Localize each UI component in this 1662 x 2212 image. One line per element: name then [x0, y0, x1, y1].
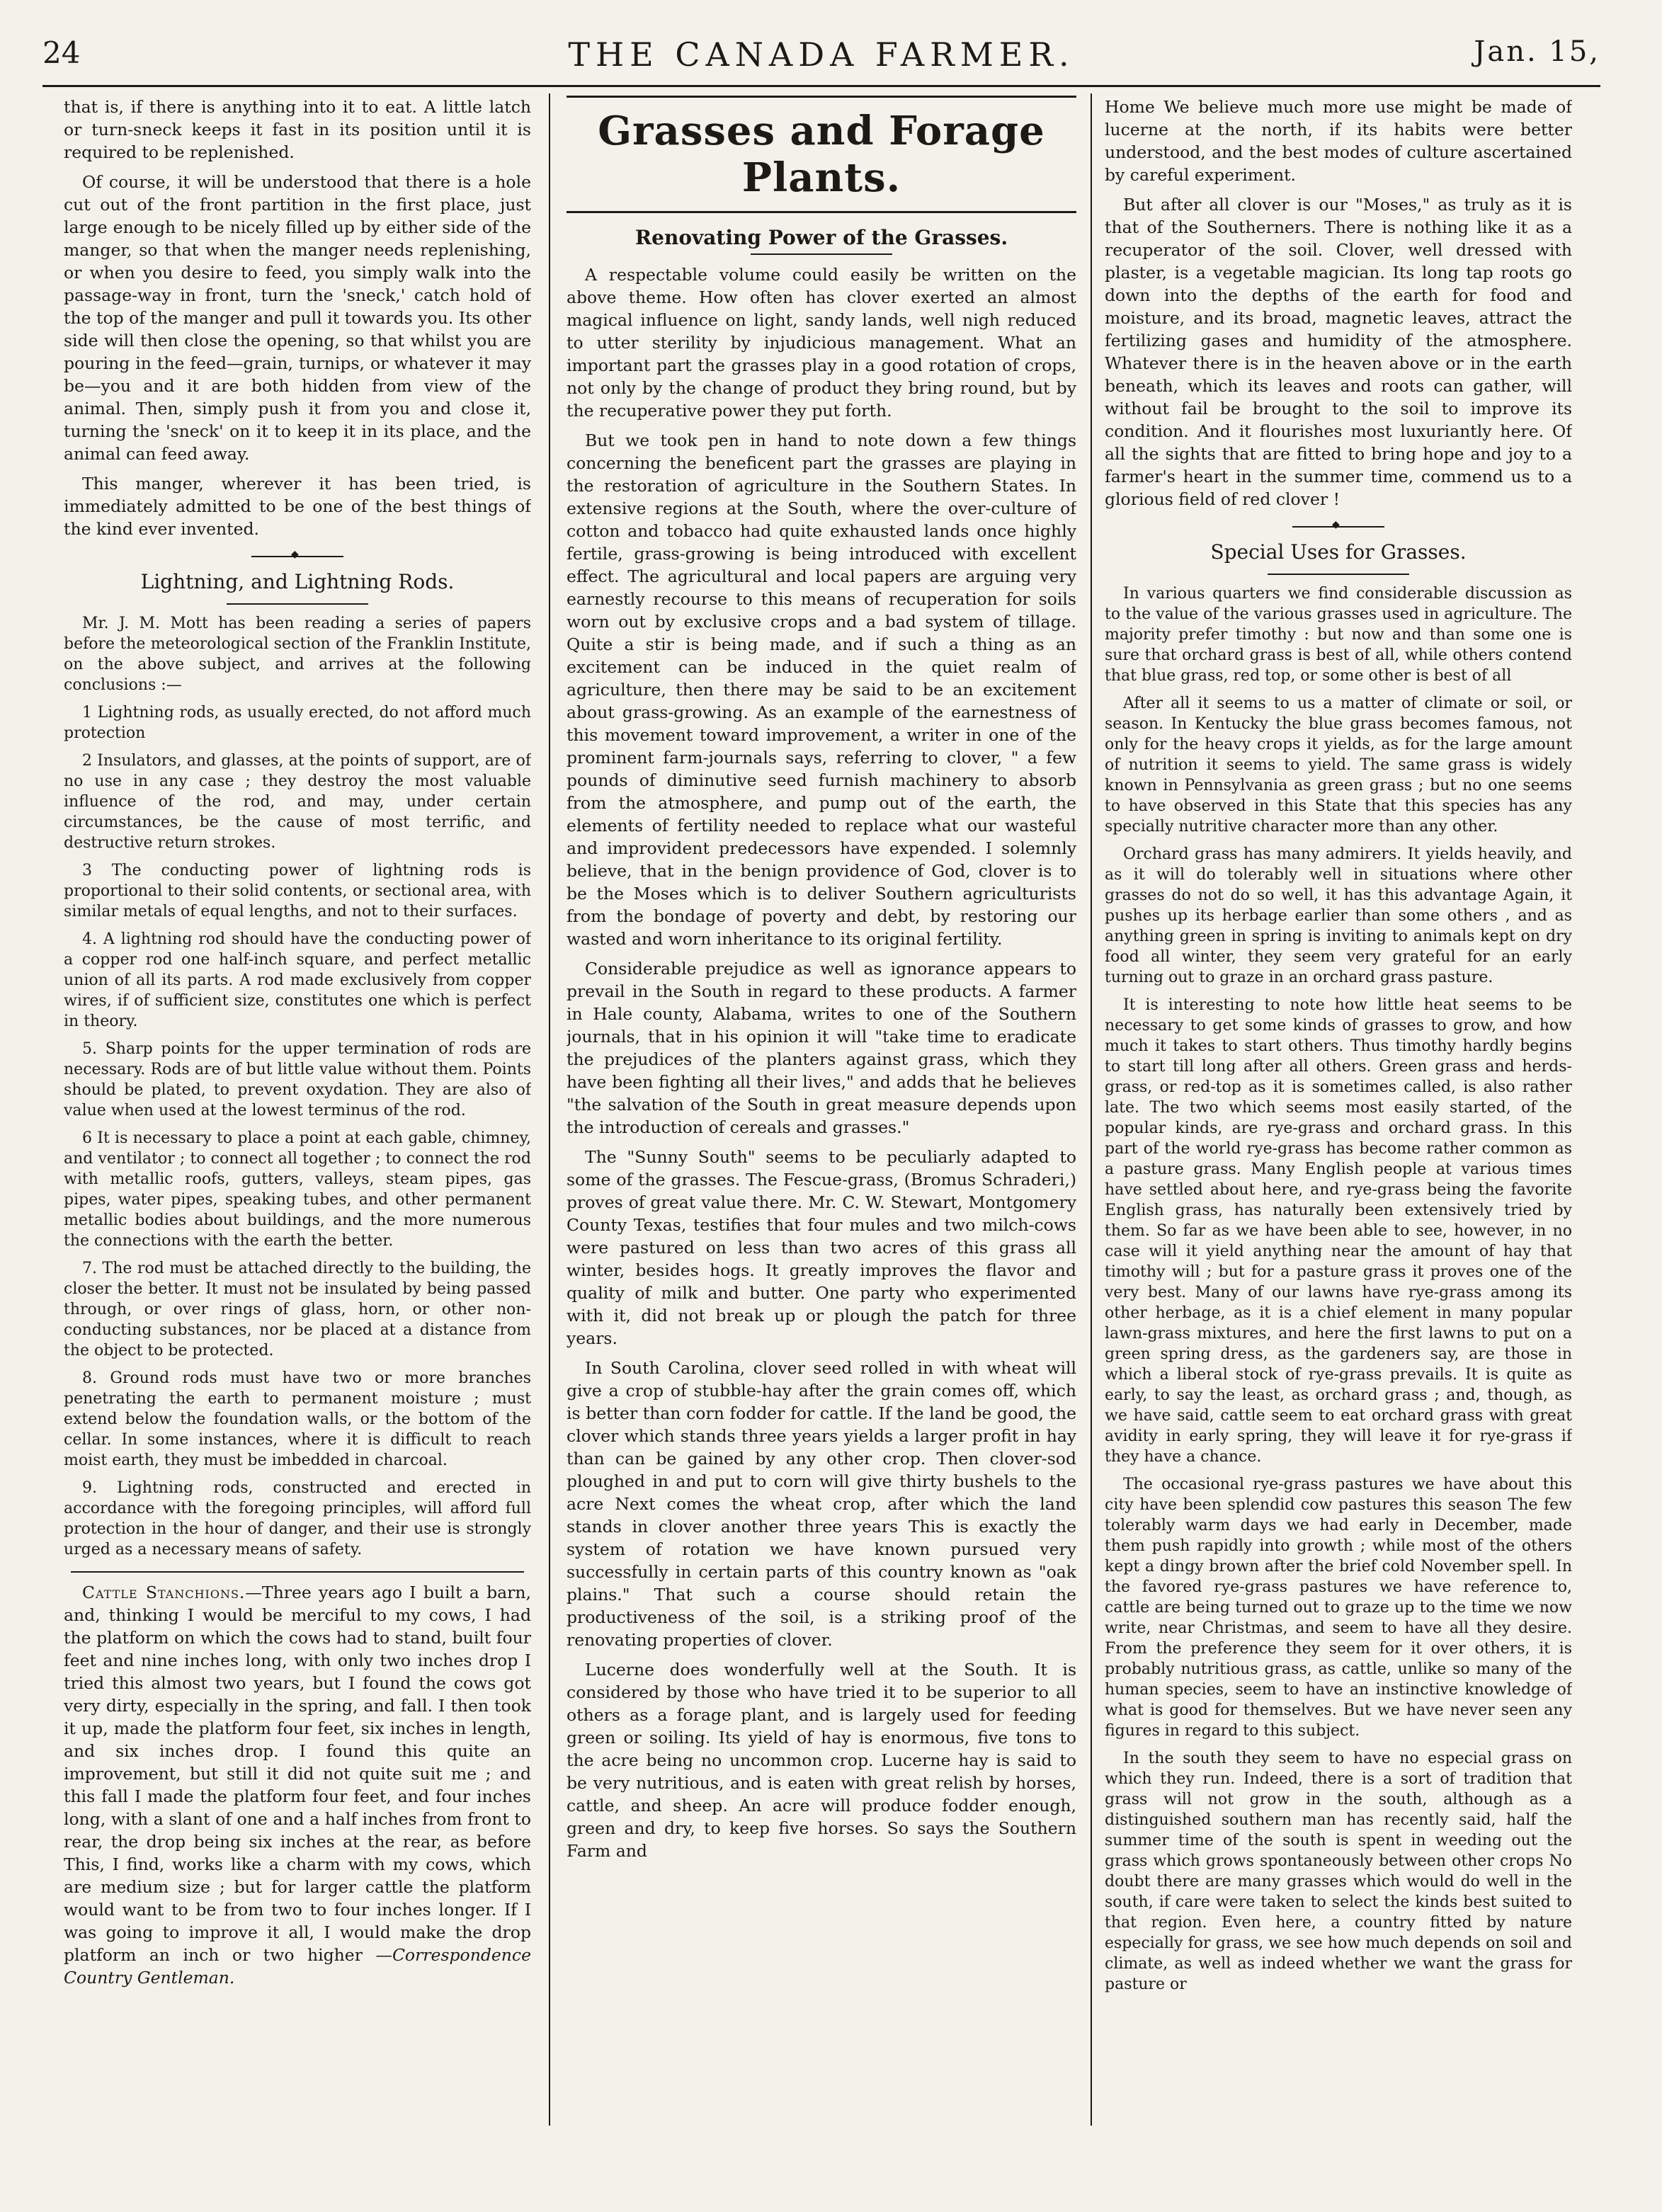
paragraph: Considerable prejudice as well as ignorance appears to prevail in the South in regard to these products. A farmer in Hale county, Alabama, writes to one of the Southern journals, that in his opinion it will "take time to eradicate the prejudices of the planters against grass, which they have been fighting all their lives," and adds that he believes "the salvation of the South in great measure depends upon the introduction of cereals and grasses." — [567, 959, 1076, 1137]
section-rule — [71, 1571, 524, 1573]
paragraph: After all it seems to us a matter of climate or soil, or season. In Kentucky the blue grass becomes famous, not only for the heavy crops it yields, as for the large amount of nutrition it seems to yield. The same grass is widely known in Pennsylvania as green grass ; but no one seems to have observed in this State that this species has any specially nutritive character more than any other. — [1105, 695, 1572, 836]
paragraph: In various quarters we find considerable discussion as to the value of the various grasses used in agriculture. The majority prefer timothy : but now and than some one is sure that orchard grass is best of all, while others contend that blue grass, red top, or some other is best of all — [1105, 585, 1572, 685]
paragraph: that is, if there is anything into it to eat. A little latch or turn-sneck keeps it fast in its position until it is required to be replenished. — [64, 97, 531, 162]
list-item: 5. Sharp points for the upper termination of rods are necessary. Rods are of but little value without them. Points should be plated, to prevent oxydation. They are also of value when used at the lowest terminus of the rod. — [64, 1040, 531, 1119]
paragraph: A respectable volume could easily be written on the above theme. How often has clover exerted an almost magical influence on light, sandy lands, well nigh reduced to utter sterility by injudicious management. What an important part the grasses play in a good rotation of crops, not only by the change of product they bring round, but by the recuperative power they put forth. — [567, 265, 1076, 421]
column-middle — [567, 96, 1076, 2128]
page-header — [42, 28, 1600, 87]
list-item: 3 The conducting power of lightning rods is proportional to their solid contents, or sectional area, with similar metals of equal lengths, and not to their surfaces. — [64, 862, 531, 920]
column-rule-1 — [549, 93, 550, 2126]
masthead: THE CANADA FARMER. — [568, 35, 1075, 74]
paragraph: This manger, wherever it has been tried, is immediately admitted to be one of the best things of the kind ever invented. — [64, 474, 531, 539]
title-rule — [1268, 574, 1409, 575]
paragraph: In South Carolina, clover seed rolled in with wheat will give a crop of stubble-hay after the grain comes off, which is better than corn fodder for cattle. If the land be good, the clover which stands three years yields a larger profit in hay than can be gained by any other crop. Then clover-sod ploughed in and put to corn will give thirty bushels to the acre Next comes the wheat crop, after which the land stands in clover another three years This is exactly the system of rotation we have known pursued very successfully in certain parts of this country known as "oak plains." That such a course should retain the productiveness of the soil, is a striking proof of the renovating properties of clover. — [567, 1358, 1076, 1650]
special-uses-body — [1105, 583, 1572, 1995]
issue-date: Jan. 15, — [1474, 35, 1600, 68]
list-item: 7. The rod must be attached directly to the building, the closer the better. It must not be insulated by being passed through, or over rings of glass, horn, or other non-conducting substances, nor be placed at a distance from the object to be protected. — [64, 1260, 531, 1359]
paragraph: In the south they seem to have no especial grass on which they run. Indeed, there is a sort of tradition that grass will not grow in the south, although as a distinguished southern man has recently said, half the summer time of the south is spent in weeding out the grass which grows spontaneously between other crops No doubt there are many grasses which would do well in the south, if care were taken to select the kinds best suited to that region. Even here, a country fitted by nature especially for grass, we see how much depends on soil and climate, as well as indeed whether we want the grass for pasture or — [1105, 1750, 1572, 1993]
list-item: 6 It is necessary to place a point at each gable, chimney, and ventilator ; to connect all together ; to connect the rod with metallic roofs, gutters, valleys, steam pipes, gas pipes, water pipes, speaking tubes, and other permanent metallic bodies about buildings, and the more numerous the connections with the earth the better. — [64, 1129, 531, 1250]
paragraph: Home We believe much more use might be made of lucerne at the north, if its habits were better understood, and the best modes of culture ascertained by careful experiment. — [1105, 97, 1572, 185]
paragraph: The occasional rye-grass pastures we have about this city have been splendid cow pastures this season The few tolerably warm days we had early in December, made them push rapidly into growth ; while most of the others kept a dingy brown after the brief cold November spell. In the favored rye-grass pastures we have reference to, cattle are being turned out to graze up to the time we now write, near Christmas, and seem to have all they desire. From the preference they seem for it over others, it is probably nutritious grass, as cattle, unlike so many of the human species, seem to have an instinctive knowledge of what is good for themselves. But we have never seen any figures in regard to this subject. — [1105, 1476, 1572, 1740]
article-title-renovating: Renovating Power of the Grasses. — [634, 226, 1008, 249]
section-divider — [1292, 526, 1384, 528]
source-credit: —Correspondence Country Gentleman. — [64, 1945, 531, 1988]
paragraph: Of course, it will be understood that there is a hole cut out of the front partition in the first place, just large enough to be nicely filled up by either side of the manger, so that when the manger needs replenishing, or when you desire to feed, you simply walk into the passage-way in front, turn the 'sneck,' catch hold of the top of the manger and pull it towards you. Its other side will then close the opening, so that whilst you are pouring in the feed—grain, turnips, or whatever it may be—you and it are both hidden from view of the animal. Then, simply push it from you and close it, turning the 'sneck' on it to keep it in its place, and the animal can feed away. — [64, 172, 531, 464]
paragraph: Lucerne does wonderfully well at the South. It is considered by those who have tried it to be superior to all others as a forage plant, and is largely used for feeding green or soiling. Its yield of hay is enormous, five tons to the acre being no uncommon crop. Lucerne hay is said to be very nutritious, and is eaten with great relish by horses, cattle, and sheep. An acre will produce fodder enough, green and dry, to keep five horses. So says the Southern Farm and — [567, 1660, 1076, 1861]
list-item: 8. Ground rods must have two or more branches penetrating the earth to permanent moisture ; must extend below the foundation walls, or the bottom of the cellar. In some instances, where it is difficult to reach moist earth, they must be imbedded in charcoal. — [64, 1369, 531, 1469]
paragraph: Mr. J. M. Mott has been reading a series of papers before the meteorological section of the Franklin Institute, on the above subject, and arrives at the following conclusions :— — [64, 615, 531, 694]
list-item: 4. A lightning rod should have the conducting power of a copper rod one half-inch square, and perfect metallic union of all its parts. A rod made exclusively from copper wires, if of sufficient size, constitutes one which is perfect in theory. — [64, 930, 531, 1030]
page-number: 24 — [42, 35, 81, 70]
paragraph: But we took pen in hand to note down a few things concerning the beneficent part the grasses are playing in the restoration of agriculture in the Southern States. In extensive regions at the South, where the over-culture of cotton and tobacco had quite exhausted lands once highly fertile, grass-growing is being introduced with excellent effect. The agricultural and local papers are arguing very earnestly recourse to this means of recuperation for soils worn out by exclusive crops and a bad system of tillage. Quite a stir is being made, and if such a thing as an excitement can be induced in the quiet realm of agriculture, then there may be said to be an excitement about grass-growing. As an example of the earnestness of this movement toward improvement, a writer in one of the prominent farm-journals says, referring to clover, " a few pounds of diminutive seed furnish machinery to absorb from the atmosphere, and pump out of the earth, the elements of fertility needed to replace what our wasteful and improvident predecessors have expended. I solemnly believe, that in the benign providence of God, clover is to be the Moses which is to deliver Southern agriculturists from the bondage of poverty and debt, by restoring our wasted and worn inheritance to its original fertility. — [567, 431, 1076, 949]
list-item: 9. Lightning rods, constructed and erected in accordance with the foregoing principles, will afford full protection in the hour of danger, and their use is strongly urged as a necessary means of safety. — [64, 1479, 531, 1558]
list-item: 1 Lightning rods, as usually erected, do not afford much protection — [64, 704, 531, 742]
title-rule — [751, 253, 892, 255]
paragraph: But after all clover is our "Moses," as truly as it is that of the Southerners. There is nothing like it as a recuperator of the soil. Clover, well dressed with plaster, is a vegetable magician. Its long tap roots go down into the depths of the earth for food and moisture, and its broad, magnetic leaves, attract the fertilizing gases and humidity of the atmosphere. Whatever there is in the heaven above or in the earth beneath, which its leaves and roots can gather, will without fail be brought to the soil to improve its condition. And it flourishes most luxuriantly here. Of all the sights that are fitted to bring hope and joy to a farmer's heart in the summer time, commend us to a glorious field of red clover ! — [1105, 195, 1572, 509]
paragraph: The "Sunny South" seems to be peculiarly adapted to some of the grasses. The Fescue-grass, (Bromus Schraderi,) proves of great value there. Mr. C. W. Stewart, Montgomery County Texas, testifies that four mules and two milch-cows were pastured on less than two acres of this grass all winter, besides hogs. It greatly improves the flavor and quality of milk and butter. One party who experimented with it, did not break up or plough the patch for three years. — [567, 1147, 1076, 1348]
section-divider — [251, 556, 343, 557]
list-item: 2 Insulators, and glasses, at the points of support, are of no use in any case ; they destroy the most valuable influence of the rod, and may, under certain circumstances, be the cause of most terrific, and destructive return strokes. — [64, 752, 531, 852]
paragraph: Orchard grass has many admirers. It yields heavily, and as it will do tolerably well in situations where other grasses do not do so well, it has this advantage Again, it pushes up its herbage earlier than some others , and as anything green in spring is inviting to animals kept on dry food all winter, they seem very grateful for an early turning out to graze in an orchard grass pasture. — [1105, 845, 1572, 986]
column-rule-2 — [1091, 93, 1092, 2126]
department-title: Grasses and Forage Plants. — [567, 96, 1076, 213]
paragraph: It is interesting to note how little heat seems to be necessary to get some kinds of grasses to grow, and how much it takes to start others. Thus timothy hardly begins to start till long after all others. Green grass and herds-grass, or red-top as it is sometimes called, is also rather late. The two which seems most easily started, of the popular kinds, are rye-grass and orchard grass. In this part of the world rye-grass has become rather common as a pasture grass. Many English people at various times have settled about here, and rye-grass being the favorite English grass, has naturally been extensively tried by them. So far as we have been able to see, however, in no case will it yield anything near the amount of hay that timothy will ; but for a pasture grass it proves one of the very best. Many of our lawns have rye-grass among its other herbage, as it is a chief element in many popular lawn-grass mixtures, and here the first lawns to put on a green spring dress, as the gardeners say, are those in which a liberal stock of rye-grass prevails. It is quite as early, to say the least, as orchard grass ; and, though, as we have said, cattle seem to eat orchard grass with great avidity in early spring, they will leave it for rye-grass if they have a chance. — [1105, 996, 1572, 1466]
column-left — [64, 96, 531, 2128]
title-rule — [227, 603, 368, 605]
cattle-stanchions-paragraph — [64, 1581, 531, 1989]
cattle-stanchions-lead: Cattle Stanchions. — [82, 1583, 246, 1602]
cattle-stanchions-text: —Three years ago I built a barn, and, thinking I would be merciful to my cows, I had the platform on which the cows had to stand, built four feet and nine inches long, with only two inches drop I tried this almost two years, but I found the cows got very dirty, especially in the spring, and fall. I then took it up, made the platform four feet, six inches in length, and six inches drop. I found this quite an improvement, but still it did not quite suit me ; and this fall I made the platform four feet, and four inches long, with a slant of one and a half inches from front to rear, the drop being six inches at the rear, as before This, I find, works like a charm with my cows, which are medium size ; but for larger cattle the platform would want to be from two to four inches longer. If I was going to improve it all, I would make the drop platform an inch or two higher — [64, 1583, 531, 1965]
article-title-lightning: Lightning, and Lightning Rods. — [140, 570, 455, 593]
lightning-list — [64, 613, 531, 1560]
article-title-special-uses: Special Uses for Grasses. — [1210, 540, 1467, 564]
column-right — [1105, 96, 1572, 2128]
